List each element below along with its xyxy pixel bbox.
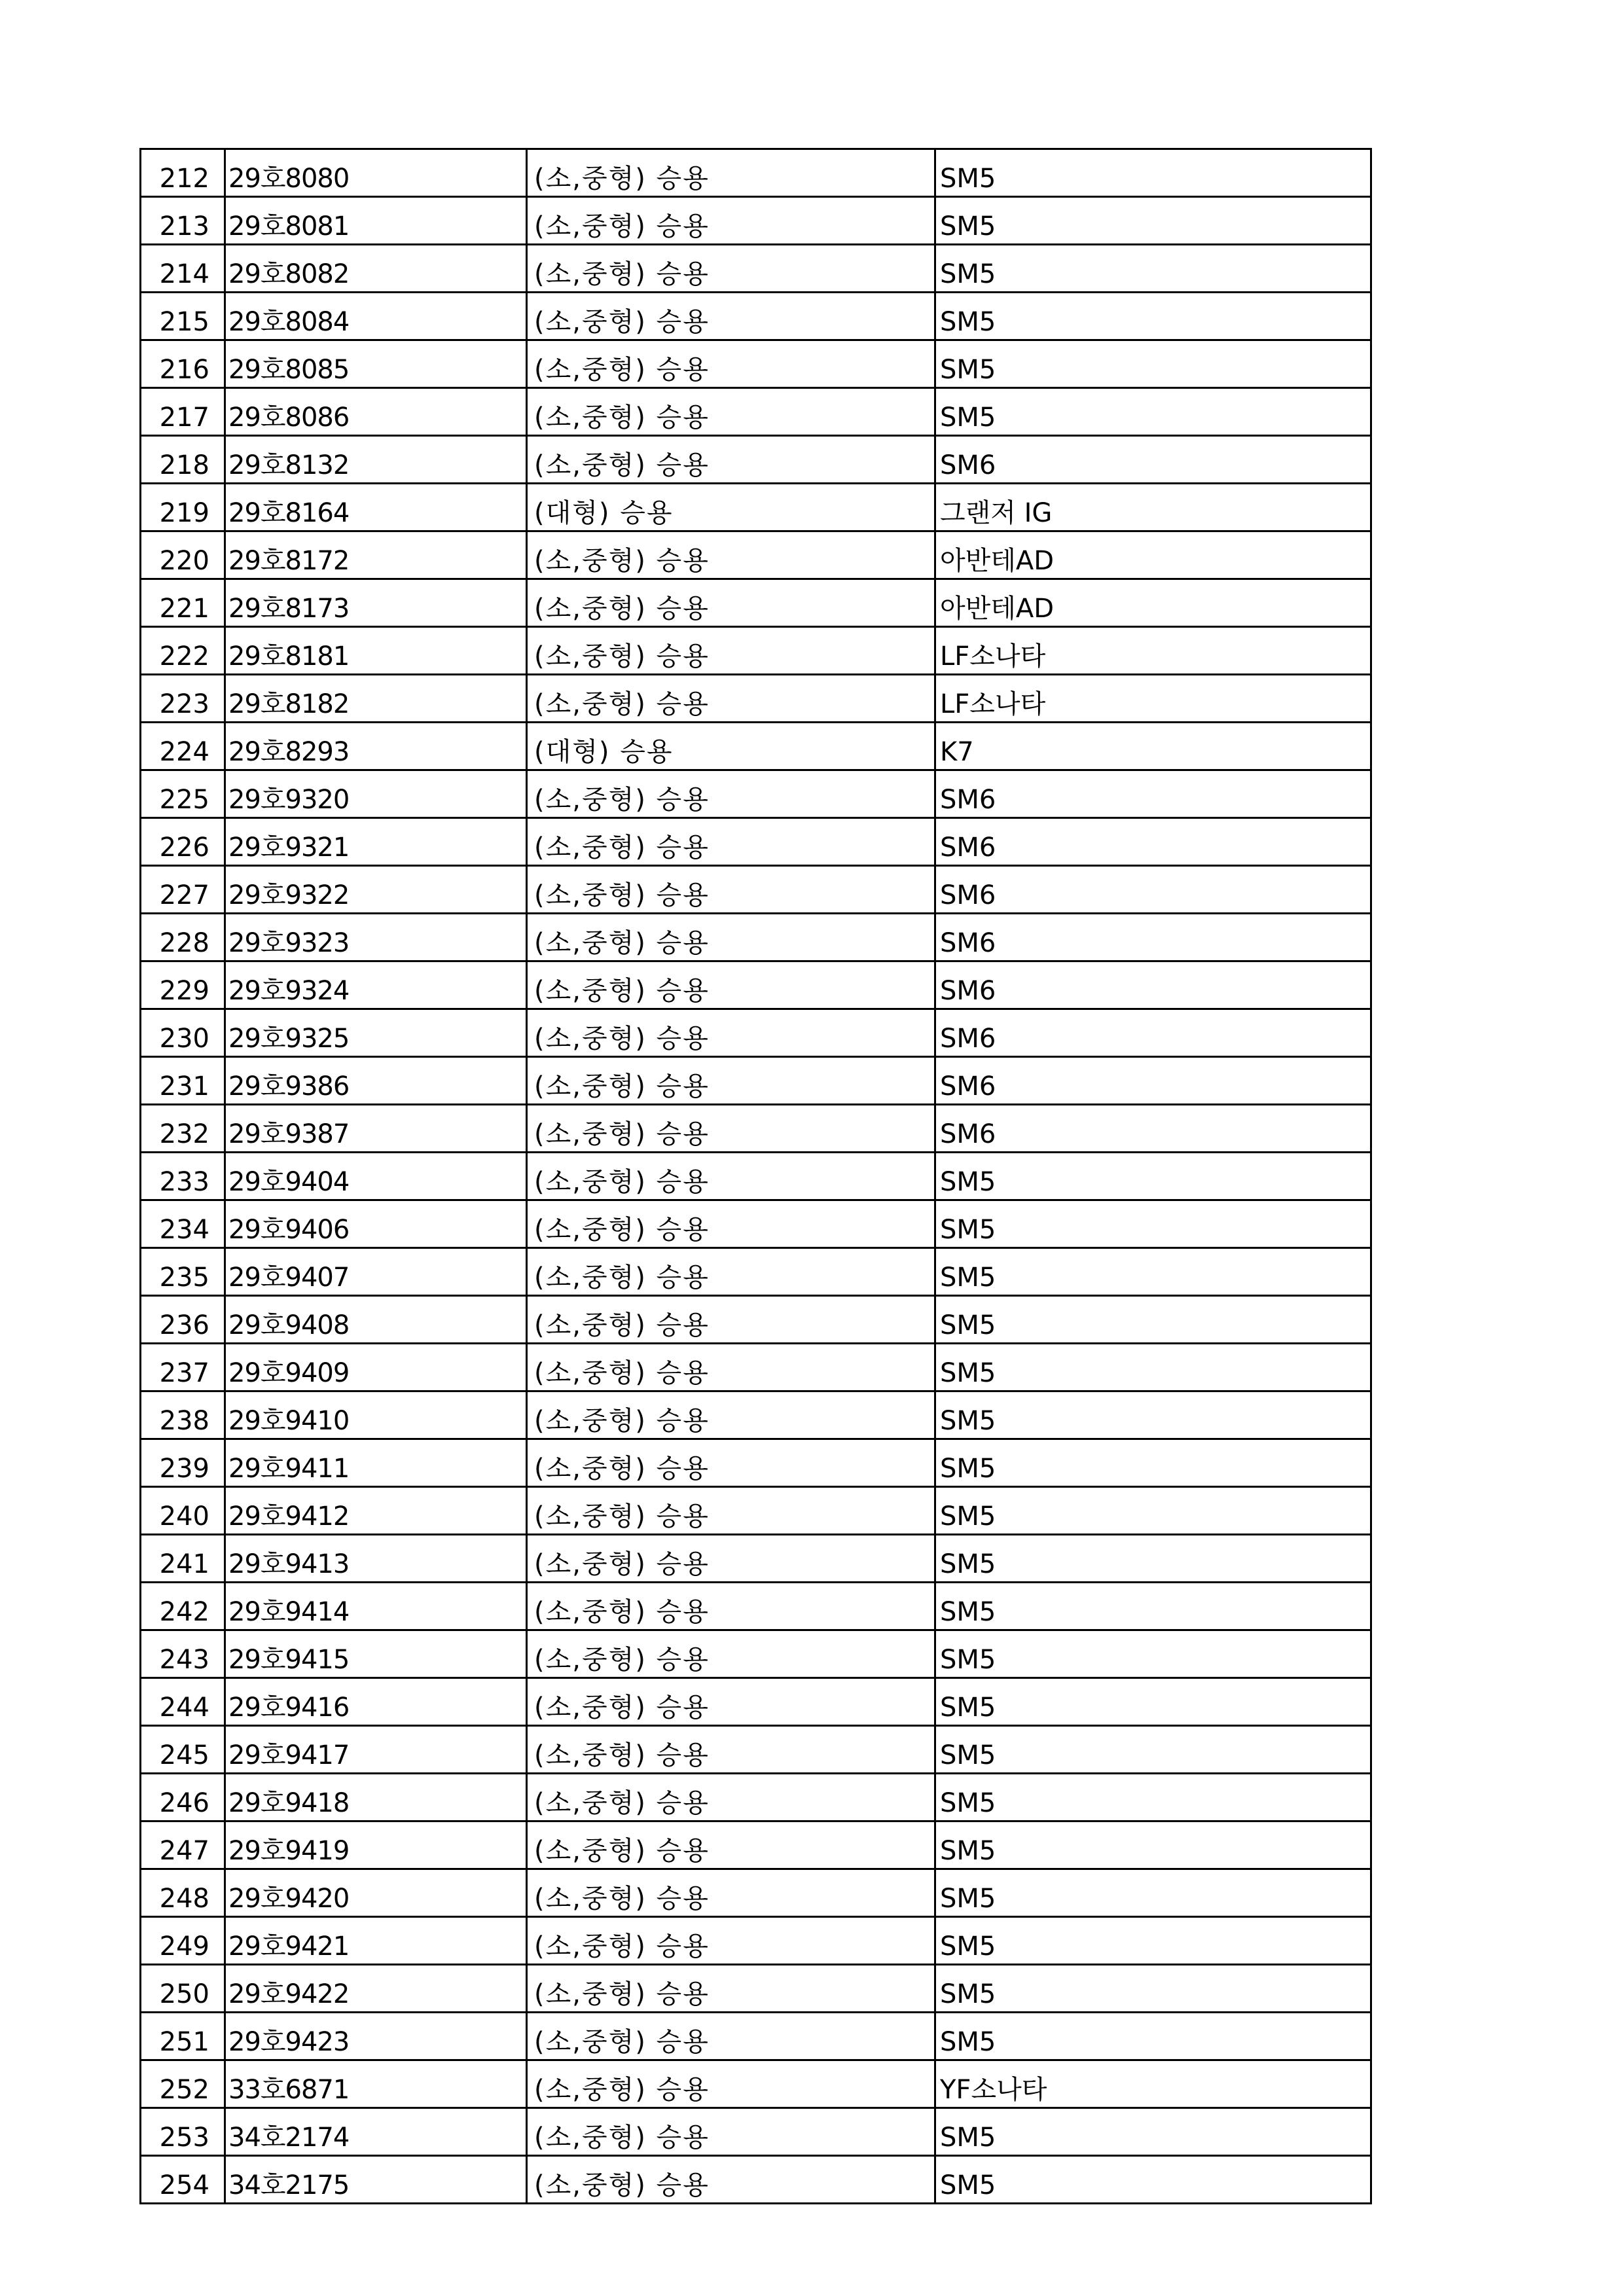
cell-model: SM6 (935, 1057, 1371, 1105)
cell-plate: 29호9408 (225, 1296, 527, 1344)
table-row (141, 1726, 1371, 1774)
cell-model: SM5 (935, 197, 1371, 245)
cell-model: SM5 (935, 1774, 1371, 1821)
cell-number: 213 (141, 197, 225, 245)
table-row (141, 531, 1371, 579)
cell-model: SM5 (935, 149, 1371, 197)
cell-plate: 29호8293 (225, 723, 527, 770)
table-row (141, 293, 1371, 340)
cell-vehicle-type: (소,중형) 승용 (527, 340, 935, 388)
cell-model: SM5 (935, 245, 1371, 293)
cell-model: SM6 (935, 436, 1371, 484)
cell-vehicle-type: (소,중형) 승용 (527, 2108, 935, 2156)
table-row (141, 2156, 1371, 2204)
cell-plate: 29호9404 (225, 1153, 527, 1200)
cell-model: SM5 (935, 1391, 1371, 1439)
cell-vehicle-type: (소,중형) 승용 (527, 1009, 935, 1057)
cell-vehicle-type: (소,중형) 승용 (527, 2013, 935, 2060)
cell-model: SM6 (935, 1009, 1371, 1057)
cell-number: 230 (141, 1009, 225, 1057)
cell-model: SM5 (935, 1726, 1371, 1774)
cell-vehicle-type: (소,중형) 승용 (527, 1583, 935, 1630)
cell-model: SM6 (935, 770, 1371, 818)
table-row (141, 2060, 1371, 2108)
table-row (141, 2108, 1371, 2156)
cell-vehicle-type: (소,중형) 승용 (527, 293, 935, 340)
cell-model: 그랜저 IG (935, 484, 1371, 531)
cell-model: SM5 (935, 1200, 1371, 1248)
table-row (141, 1153, 1371, 1200)
cell-model: SM5 (935, 2013, 1371, 2060)
cell-number: 223 (141, 675, 225, 723)
cell-model: SM5 (935, 1821, 1371, 1869)
cell-plate: 29호9411 (225, 1439, 527, 1487)
table-row (141, 1917, 1371, 1965)
cell-vehicle-type: (소,중형) 승용 (527, 1869, 935, 1917)
cell-model: SM6 (935, 866, 1371, 914)
cell-number: 236 (141, 1296, 225, 1344)
cell-number: 240 (141, 1487, 225, 1535)
table-row (141, 1105, 1371, 1153)
cell-model: SM5 (935, 1917, 1371, 1965)
cell-model: SM6 (935, 818, 1371, 866)
cell-number: 251 (141, 2013, 225, 2060)
table-row (141, 770, 1371, 818)
table-row (141, 818, 1371, 866)
table-row (141, 484, 1371, 531)
cell-model: SM5 (935, 1487, 1371, 1535)
cell-plate: 29호8080 (225, 149, 527, 197)
cell-plate: 29호9416 (225, 1678, 527, 1726)
cell-number: 238 (141, 1391, 225, 1439)
cell-plate: 29호9320 (225, 770, 527, 818)
cell-model: SM5 (935, 1296, 1371, 1344)
cell-number: 244 (141, 1678, 225, 1726)
cell-vehicle-type: (소,중형) 승용 (527, 1391, 935, 1439)
cell-vehicle-type: (소,중형) 승용 (527, 961, 935, 1009)
table-row (141, 1296, 1371, 1344)
cell-plate: 33호6871 (225, 2060, 527, 2108)
cell-vehicle-type: (대형) 승용 (527, 723, 935, 770)
cell-vehicle-type: (소,중형) 승용 (527, 2060, 935, 2108)
cell-vehicle-type: (소,중형) 승용 (527, 1678, 935, 1726)
cell-number: 234 (141, 1200, 225, 1248)
cell-vehicle-type: (대형) 승용 (527, 484, 935, 531)
cell-number: 242 (141, 1583, 225, 1630)
cell-model: SM5 (935, 2156, 1371, 2204)
cell-plate: 29호9422 (225, 1965, 527, 2013)
cell-model: SM5 (935, 1248, 1371, 1296)
cell-plate: 29호9412 (225, 1487, 527, 1535)
cell-vehicle-type: (소,중형) 승용 (527, 1917, 935, 1965)
cell-number: 254 (141, 2156, 225, 2204)
cell-plate: 29호8181 (225, 627, 527, 675)
cell-number: 229 (141, 961, 225, 1009)
cell-model: SM5 (935, 293, 1371, 340)
cell-plate: 29호9321 (225, 818, 527, 866)
cell-model: SM5 (935, 1630, 1371, 1678)
cell-plate: 29호9419 (225, 1821, 527, 1869)
table-row (141, 866, 1371, 914)
cell-vehicle-type: (소,중형) 승용 (527, 245, 935, 293)
cell-plate: 29호9324 (225, 961, 527, 1009)
cell-model: SM5 (935, 1344, 1371, 1391)
cell-number: 220 (141, 531, 225, 579)
cell-number: 250 (141, 1965, 225, 2013)
cell-vehicle-type: (소,중형) 승용 (527, 1439, 935, 1487)
cell-model: LF소나타 (935, 627, 1371, 675)
cell-number: 217 (141, 388, 225, 436)
cell-plate: 29호9418 (225, 1774, 527, 1821)
table-row (141, 149, 1371, 197)
cell-vehicle-type: (소,중형) 승용 (527, 388, 935, 436)
cell-model: 아반테AD (935, 531, 1371, 579)
cell-number: 225 (141, 770, 225, 818)
table-row (141, 1535, 1371, 1583)
cell-plate: 29호9423 (225, 2013, 527, 2060)
cell-number: 241 (141, 1535, 225, 1583)
table-row (141, 2013, 1371, 2060)
cell-plate: 29호9421 (225, 1917, 527, 1965)
cell-plate: 29호9420 (225, 1869, 527, 1917)
cell-model: SM5 (935, 1439, 1371, 1487)
table-row (141, 388, 1371, 436)
vehicle-table-body (141, 149, 1371, 2204)
cell-vehicle-type: (소,중형) 승용 (527, 818, 935, 866)
table-row (141, 961, 1371, 1009)
cell-number: 231 (141, 1057, 225, 1105)
table-row (141, 675, 1371, 723)
cell-vehicle-type: (소,중형) 승용 (527, 2156, 935, 2204)
cell-plate: 29호8132 (225, 436, 527, 484)
cell-vehicle-type: (소,중형) 승용 (527, 1248, 935, 1296)
cell-plate: 34호2175 (225, 2156, 527, 2204)
table-row (141, 723, 1371, 770)
cell-number: 226 (141, 818, 225, 866)
cell-plate: 29호8173 (225, 579, 527, 627)
table-row (141, 340, 1371, 388)
cell-vehicle-type: (소,중형) 승용 (527, 1487, 935, 1535)
cell-plate: 29호9407 (225, 1248, 527, 1296)
cell-number: 248 (141, 1869, 225, 1917)
cell-vehicle-type: (소,중형) 승용 (527, 1821, 935, 1869)
cell-number: 216 (141, 340, 225, 388)
table-row (141, 627, 1371, 675)
cell-plate: 29호9387 (225, 1105, 527, 1153)
cell-number: 212 (141, 149, 225, 197)
cell-model: SM5 (935, 340, 1371, 388)
cell-plate: 29호9417 (225, 1726, 527, 1774)
cell-vehicle-type: (소,중형) 승용 (527, 1344, 935, 1391)
cell-number: 233 (141, 1153, 225, 1200)
cell-plate: 29호8172 (225, 531, 527, 579)
cell-number: 222 (141, 627, 225, 675)
table-row (141, 1678, 1371, 1726)
cell-model: SM5 (935, 1965, 1371, 2013)
cell-vehicle-type: (소,중형) 승용 (527, 1200, 935, 1248)
cell-plate: 29호9414 (225, 1583, 527, 1630)
cell-plate: 29호9325 (225, 1009, 527, 1057)
cell-vehicle-type: (소,중형) 승용 (527, 531, 935, 579)
cell-model: LF소나타 (935, 675, 1371, 723)
table-row (141, 1583, 1371, 1630)
cell-vehicle-type: (소,중형) 승용 (527, 627, 935, 675)
cell-model: K7 (935, 723, 1371, 770)
cell-vehicle-type: (소,중형) 승용 (527, 1057, 935, 1105)
cell-number: 249 (141, 1917, 225, 1965)
cell-vehicle-type: (소,중형) 승용 (527, 1153, 935, 1200)
cell-number: 243 (141, 1630, 225, 1678)
table-row (141, 914, 1371, 961)
cell-number: 221 (141, 579, 225, 627)
table-row (141, 1965, 1371, 2013)
cell-number: 245 (141, 1726, 225, 1774)
table-row (141, 1248, 1371, 1296)
table-row (141, 1774, 1371, 1821)
table-row (141, 1487, 1371, 1535)
cell-vehicle-type: (소,중형) 승용 (527, 770, 935, 818)
table-row (141, 197, 1371, 245)
table-row (141, 1200, 1371, 1248)
cell-plate: 29호9406 (225, 1200, 527, 1248)
cell-number: 232 (141, 1105, 225, 1153)
cell-vehicle-type: (소,중형) 승용 (527, 1105, 935, 1153)
table-row (141, 1391, 1371, 1439)
cell-vehicle-type: (소,중형) 승용 (527, 1535, 935, 1583)
table-row (141, 436, 1371, 484)
cell-number: 214 (141, 245, 225, 293)
cell-number: 235 (141, 1248, 225, 1296)
cell-plate: 34호2174 (225, 2108, 527, 2156)
cell-vehicle-type: (소,중형) 승용 (527, 914, 935, 961)
cell-model: SM6 (935, 961, 1371, 1009)
cell-model: SM5 (935, 2108, 1371, 2156)
cell-vehicle-type: (소,중형) 승용 (527, 149, 935, 197)
cell-number: 227 (141, 866, 225, 914)
cell-model: SM6 (935, 914, 1371, 961)
cell-model: SM5 (935, 388, 1371, 436)
cell-plate: 29호9323 (225, 914, 527, 961)
table-row (141, 1821, 1371, 1869)
cell-number: 228 (141, 914, 225, 961)
cell-number: 239 (141, 1439, 225, 1487)
cell-vehicle-type: (소,중형) 승용 (527, 1296, 935, 1344)
cell-plate: 29호9409 (225, 1344, 527, 1391)
cell-plate: 29호8164 (225, 484, 527, 531)
cell-vehicle-type: (소,중형) 승용 (527, 675, 935, 723)
cell-number: 224 (141, 723, 225, 770)
cell-plate: 29호8182 (225, 675, 527, 723)
cell-vehicle-type: (소,중형) 승용 (527, 1774, 935, 1821)
table-row (141, 1344, 1371, 1391)
cell-number: 246 (141, 1774, 225, 1821)
cell-plate: 29호8086 (225, 388, 527, 436)
cell-vehicle-type: (소,중형) 승용 (527, 1726, 935, 1774)
cell-plate: 29호8085 (225, 340, 527, 388)
table-row (141, 1009, 1371, 1057)
cell-model: SM5 (935, 1869, 1371, 1917)
cell-plate: 29호9410 (225, 1391, 527, 1439)
cell-plate: 29호9415 (225, 1630, 527, 1678)
table-row (141, 579, 1371, 627)
cell-number: 219 (141, 484, 225, 531)
vehicle-table (139, 148, 1372, 2204)
cell-plate: 29호9413 (225, 1535, 527, 1583)
table-row (141, 245, 1371, 293)
cell-model: SM5 (935, 1535, 1371, 1583)
cell-plate: 29호8081 (225, 197, 527, 245)
cell-plate: 29호8084 (225, 293, 527, 340)
cell-number: 252 (141, 2060, 225, 2108)
cell-number: 215 (141, 293, 225, 340)
cell-vehicle-type: (소,중형) 승용 (527, 1965, 935, 2013)
cell-model: YF소나타 (935, 2060, 1371, 2108)
cell-model: SM5 (935, 1678, 1371, 1726)
cell-plate: 29호9386 (225, 1057, 527, 1105)
table-row (141, 1630, 1371, 1678)
table-row (141, 1439, 1371, 1487)
cell-number: 218 (141, 436, 225, 484)
table-row (141, 1869, 1371, 1917)
cell-model: SM5 (935, 1583, 1371, 1630)
cell-vehicle-type: (소,중형) 승용 (527, 579, 935, 627)
cell-number: 253 (141, 2108, 225, 2156)
cell-vehicle-type: (소,중형) 승용 (527, 1630, 935, 1678)
cell-plate: 29호8082 (225, 245, 527, 293)
cell-model: 아반테AD (935, 579, 1371, 627)
cell-vehicle-type: (소,중형) 승용 (527, 436, 935, 484)
table-row (141, 1057, 1371, 1105)
cell-plate: 29호9322 (225, 866, 527, 914)
cell-model: SM6 (935, 1105, 1371, 1153)
cell-model: SM5 (935, 1153, 1371, 1200)
cell-number: 247 (141, 1821, 225, 1869)
cell-vehicle-type: (소,중형) 승용 (527, 866, 935, 914)
cell-vehicle-type: (소,중형) 승용 (527, 197, 935, 245)
cell-number: 237 (141, 1344, 225, 1391)
